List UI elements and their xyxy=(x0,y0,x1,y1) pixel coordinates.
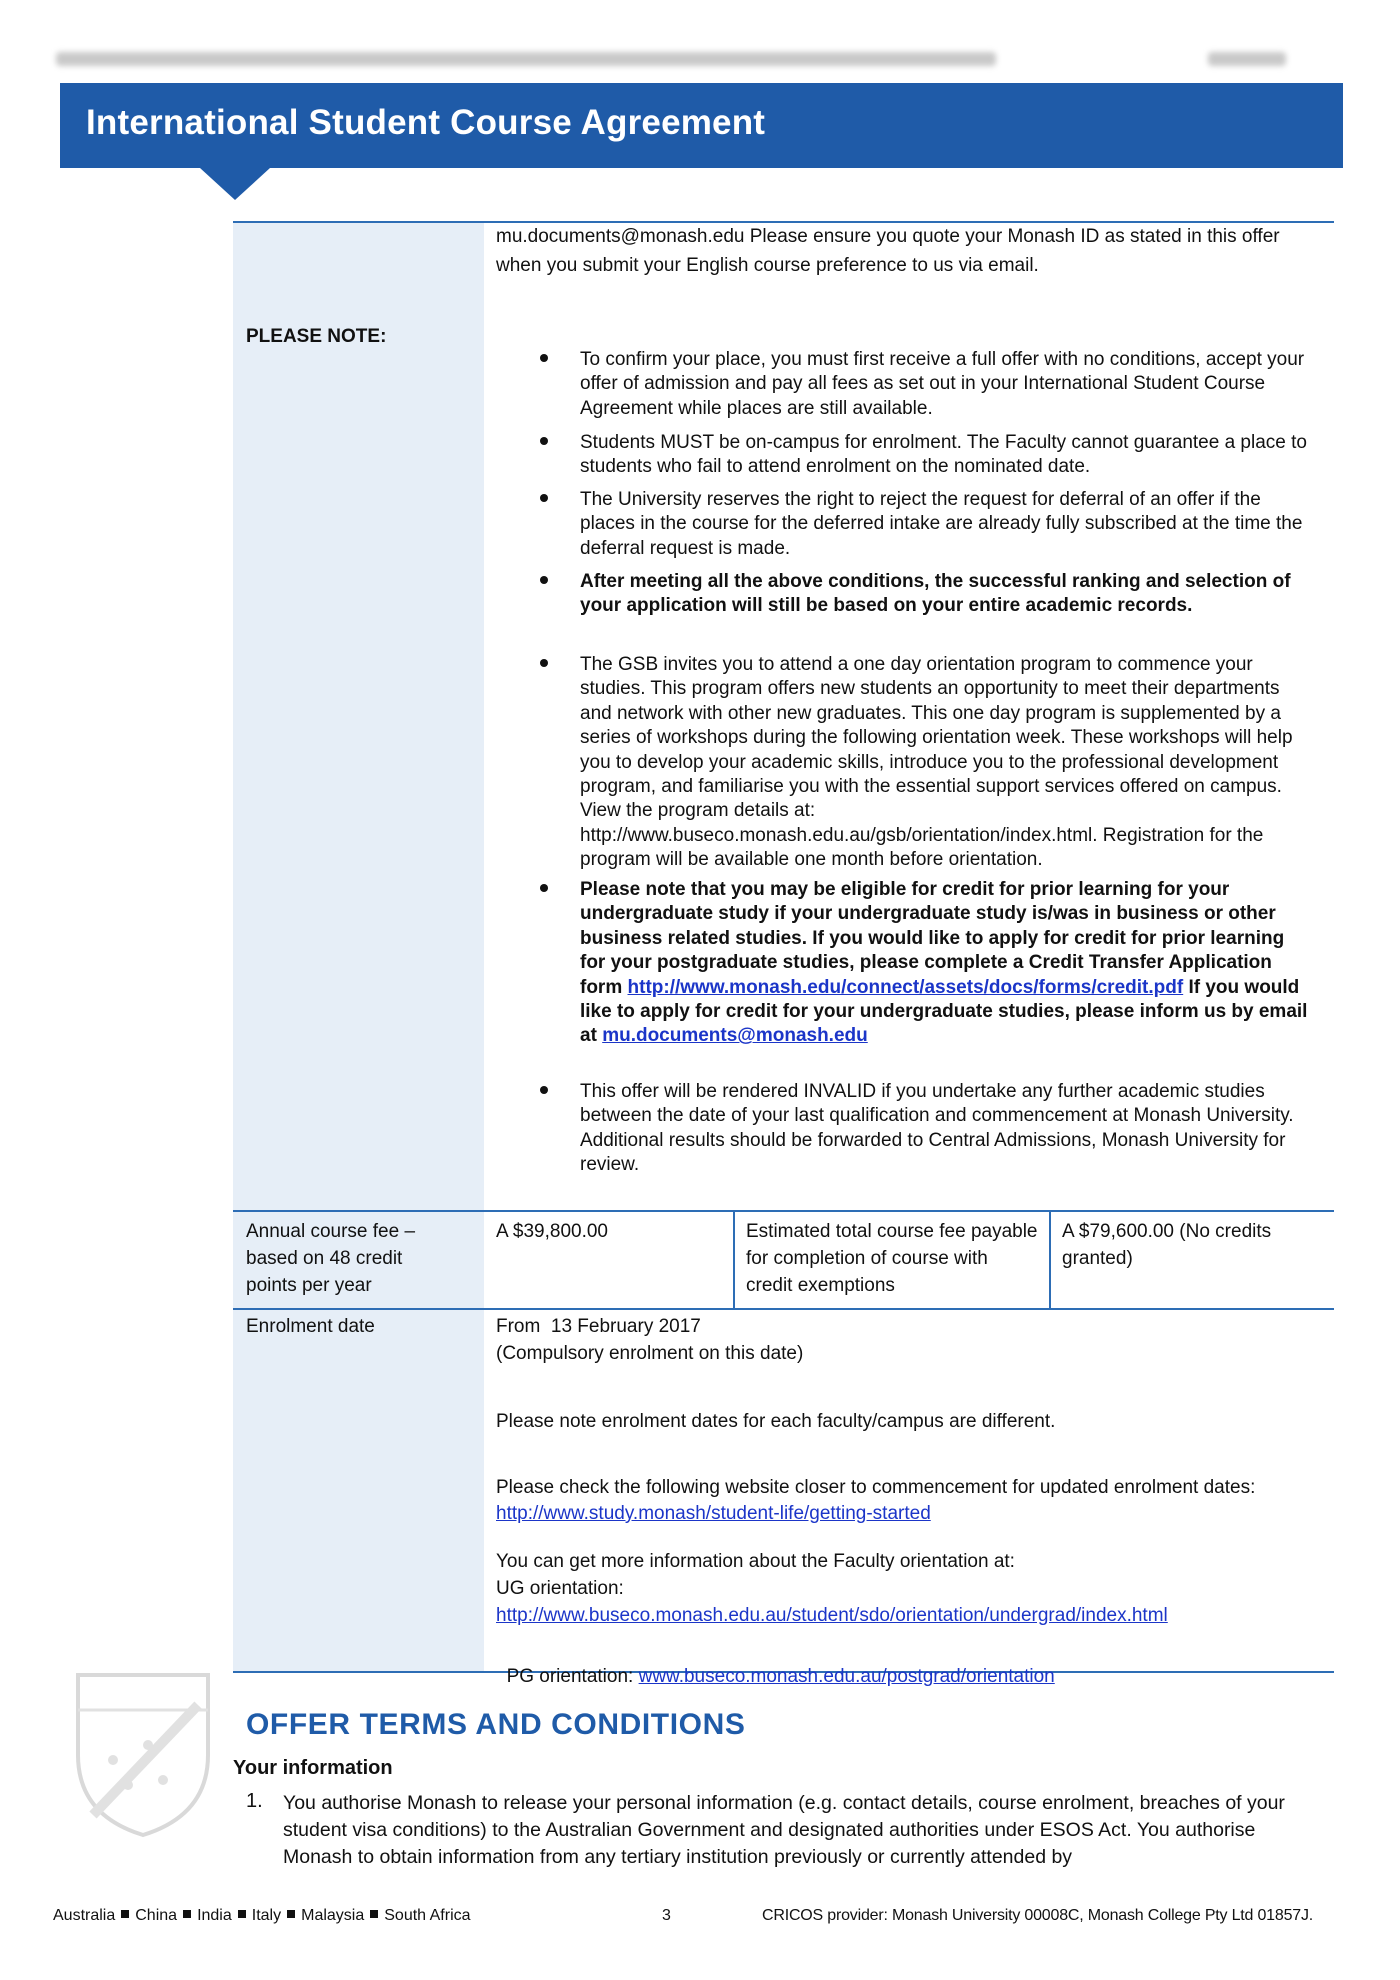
bullet-dot xyxy=(540,884,548,892)
enrolment-check xyxy=(496,1475,1316,1527)
separator-square xyxy=(183,1910,191,1918)
separator-square xyxy=(121,1910,129,1918)
note-bullet-3: The University reserves the right to reject the request for deferral of an offer if the places in the course for the deferred intake are already fully subscribed at the time the deferral request is made. xyxy=(580,489,1303,559)
enrolment-note: Please note enrolment dates for each faculty/campus are different. xyxy=(496,1411,1056,1432)
ug-orientation-label: UG orientation: xyxy=(496,1578,624,1599)
label-column-note xyxy=(233,222,484,1212)
note-bullet-1: To confirm your place, you must first receive a full offer with no conditions, accept your offer of admission and pay all fees as set out in your International Student Course Agreement while places are still available. xyxy=(580,349,1305,419)
bullet-dot xyxy=(540,494,548,502)
terms-item-text: You authorise Monash to release your personal information (e.g. contact details, course enrolment, breaches of your student visa conditions) to the Australian Government and designated authorities under ESOS Act. You authorise Monash to obtain information from any tertiary institution previously or currently attended by xyxy=(283,1792,1285,1868)
terms-item-number: 1. xyxy=(246,1790,263,1812)
intro-text: mu.documents@monash.edu Please ensure you quote your Monash ID as stated in this offer when you submit your English course preference to us via email. xyxy=(496,226,1280,276)
note-bullet-4: After meeting all the above conditions, the successful ranking and selection of your application will still be based on your entire academic records. xyxy=(580,571,1291,617)
separator-square xyxy=(287,1910,295,1918)
separator-square xyxy=(238,1910,246,1918)
more-info-text: You can get more information about the Faculty orientation at: xyxy=(496,1551,1015,1572)
blurred-header-text xyxy=(56,52,996,66)
pg-orientation xyxy=(496,1636,1055,1690)
footer-countries xyxy=(53,1907,471,1925)
blurred-header-text-right xyxy=(1208,52,1286,66)
fee-divider-2 xyxy=(1049,1212,1051,1308)
documents-email-link[interactable]: mu.documents@monash.edu xyxy=(602,1025,868,1047)
enrolment-check-text: Please check the following website closer to commencement for updated enrolment dates: xyxy=(496,1477,1256,1498)
ug-orientation-link[interactable]: http://www.buseco.monash.edu.au/student/sdo/orientation/undergrad/index.html xyxy=(496,1605,1168,1626)
note-bullet-2: Students MUST be on-campus for enrolment. The Faculty cannot guarantee a place to students who fail to attend enrolment on the nominated date. xyxy=(580,432,1307,478)
estimated-fee-amount: A $79,600.00 (No credits granted) xyxy=(1062,1221,1272,1269)
getting-started-link[interactable]: http://www.study.monash/student-life/getting-started xyxy=(496,1503,931,1524)
enrolment-date: From 13 February 2017 xyxy=(496,1316,701,1337)
bullet-dot xyxy=(540,354,548,362)
bullet-dot xyxy=(540,437,548,445)
enrolment-compulsory: (Compulsory enrolment on this date) xyxy=(496,1343,804,1364)
bullet-dot xyxy=(540,659,548,667)
rule-fee-top xyxy=(233,1210,1334,1212)
pg-orientation-label: PG orientation: xyxy=(506,1666,639,1687)
bullet-dot xyxy=(540,1086,548,1094)
bullet-dot xyxy=(540,576,548,584)
credit-form-link[interactable]: http://www.monash.edu/connect/assets/docs/forms/credit.pdf xyxy=(627,976,1184,998)
credit-text-a: Please note that you may be eligible for credit for prior learning for your undergraduate study if your undergraduate study is/was in business or other business related studies. If you would like to apply for credit for prior learning for your postgraduate studies, please complete a Credit Transfer Application form xyxy=(580,879,1285,998)
rule-fee-bottom xyxy=(233,1308,1334,1310)
country: China xyxy=(135,1907,178,1924)
university-crest-watermark xyxy=(68,1665,218,1840)
note-bullet-invalid: This offer will be rendered INVALID if you undertake any further academic studies between the date of your last qualification and commencement at Monash University. Additional results should be forwarded to Central Admissions, Monash University for review. xyxy=(580,1081,1294,1176)
terms-title: OFFER TERMS AND CONDITIONS xyxy=(246,1708,746,1741)
terms-subtitle: Your information xyxy=(233,1757,393,1779)
country: South Africa xyxy=(384,1907,471,1924)
note-bullet-credit xyxy=(580,878,1310,1049)
country: Malaysia xyxy=(301,1907,365,1924)
note-bullet-5: The GSB invites you to attend a one day orientation program to commence your studies. This program offers new students an opportunity to meet their departments and network with other new graduates. This one day program is supplemented by a series of workshops during the following orientation week. These workshops will help you to develop your academic skills, introduce you to the professional development program, and familiarise you with the essential support services offered on campus. View the program details at: http://www.buseco.monash.edu.au/gsb/orientation/index.html. Registration for the program will be available one month before orientation. xyxy=(580,654,1293,871)
fee-label: Annual course fee – based on 48 credit points per year xyxy=(246,1221,416,1296)
country: India xyxy=(197,1907,232,1924)
credit-text-b: If you would like to apply for credit for your undergraduate studies, please inform us by email at xyxy=(580,976,1308,1047)
label-column-enrolment xyxy=(233,1310,484,1672)
banner-notch xyxy=(200,168,270,200)
enrolment-label: Enrolment date xyxy=(246,1316,375,1337)
country: Italy xyxy=(251,1907,282,1924)
fee-amount: A $39,800.00 xyxy=(496,1221,608,1242)
separator-square xyxy=(370,1910,378,1918)
header-banner xyxy=(60,83,1343,168)
fee-divider-1 xyxy=(733,1212,735,1308)
page-title: International Student Course Agreement xyxy=(86,103,766,142)
page-number: 3 xyxy=(662,1907,671,1924)
please-note-label: PLEASE NOTE: xyxy=(246,326,387,347)
cricos-text: CRICOS provider: Monash University 00008C, Monash College Pty Ltd 01857J. xyxy=(762,1907,1314,1924)
country: Australia xyxy=(53,1907,116,1924)
pg-orientation-link[interactable]: www.buseco.monash.edu.au/postgrad/orientation xyxy=(638,1666,1055,1687)
estimated-fee-label: Estimated total course fee payable for completion of course with credit exemptions xyxy=(746,1221,1038,1296)
